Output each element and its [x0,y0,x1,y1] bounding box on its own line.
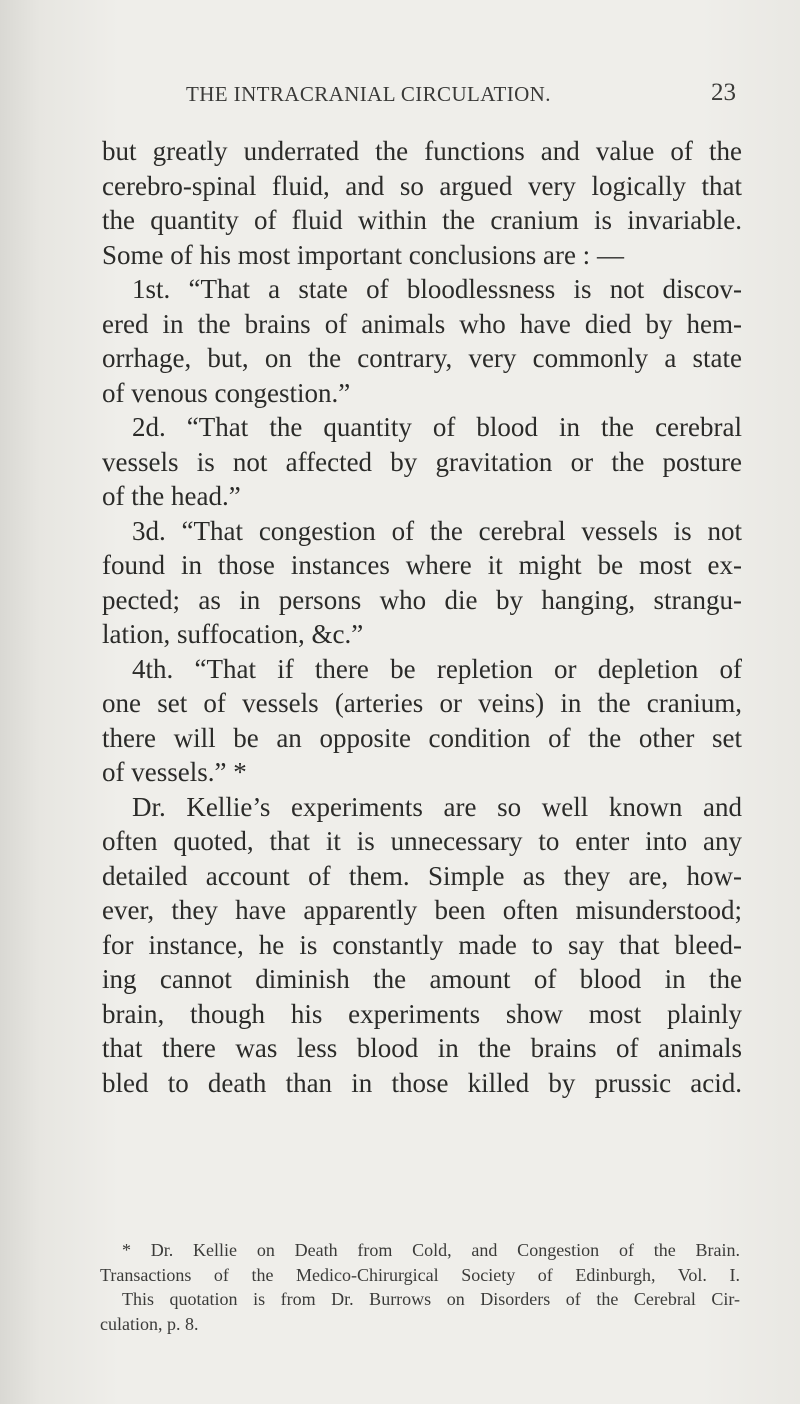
text-line: ered in the brains of animals who have died by hem- [102,308,742,339]
text-line: lation, suffocation, &c.” [102,619,364,649]
text-line: detailed account of them. Simple as they are, how- [102,860,742,891]
text-line: bled to death than in those killed by prussic acid. [102,1067,742,1098]
text-line: that there was less blood in the brains of animals [102,1033,742,1063]
footnote-line: culation, p. 8. [100,1313,199,1334]
text-line: ever, they have apparently been often misunderstood; [102,895,742,925]
running-head: THE INTRACRANIAL CIRCULATION. [186,82,551,106]
text-line: but greatly underrated the functions and value of the [102,136,742,166]
text-line: for instance, he is constantly made to say that bleed- [102,929,742,960]
text-line: brain, though his experiments show most plainly [102,998,742,1029]
text-line: one set of vessels (arteries or veins) in the cranium, [102,688,742,718]
text-line: of vessels.” * [102,757,247,787]
text-line: 3d. “That congestion of the cerebral vessels is not [132,515,742,546]
footnote-line: This quotation is from Dr. Burrows on Disorders of the Cerebral Cir- [122,1289,740,1309]
footnote [100,1238,740,1336]
text-line: of the head.” [102,481,241,511]
text-line: there will be an opposite condition of the other set [102,722,742,753]
page-header [0,79,800,122]
text-line: 4th. “That if there be repletion or depletion of [132,653,742,684]
text-line: ing cannot diminish the amount of blood in the [102,964,742,994]
text-line: the quantity of fluid within the cranium is invariable. [102,205,742,235]
text-line: 1st. “That a state of bloodlessness is not discov- [132,274,742,304]
text-line: of venous congestion.” [102,377,351,408]
text-line: orrhage, but, on the contrary, very commonly a state [102,343,742,373]
footnote-line: Transactions of the Medico-Chirurgical Society of Edinburgh, Vol. I. [100,1264,740,1285]
text-line: often quoted, that it is unnecessary to enter into any [102,826,742,856]
text-line: Dr. Kellie’s experiments are so well known and [132,791,742,822]
text-line: pected; as in persons who die by hanging, strangu- [102,584,742,615]
text-line: found in those instances where it might be most ex- [102,550,742,580]
text-line: Some of his most important conclusions are : — [102,239,624,270]
text-line: vessels is not affected by gravitation or the posture [102,446,742,477]
body-text [102,134,742,1100]
footnote-line: * Dr. Kellie on Death from Cold, and Congestion of the Brain. [122,1240,740,1260]
page-number: 23 [711,79,736,106]
text-line: cerebro-spinal fluid, and so argued very logically that [102,170,742,201]
text-line: 2d. “That the quantity of blood in the cerebral [132,412,742,442]
